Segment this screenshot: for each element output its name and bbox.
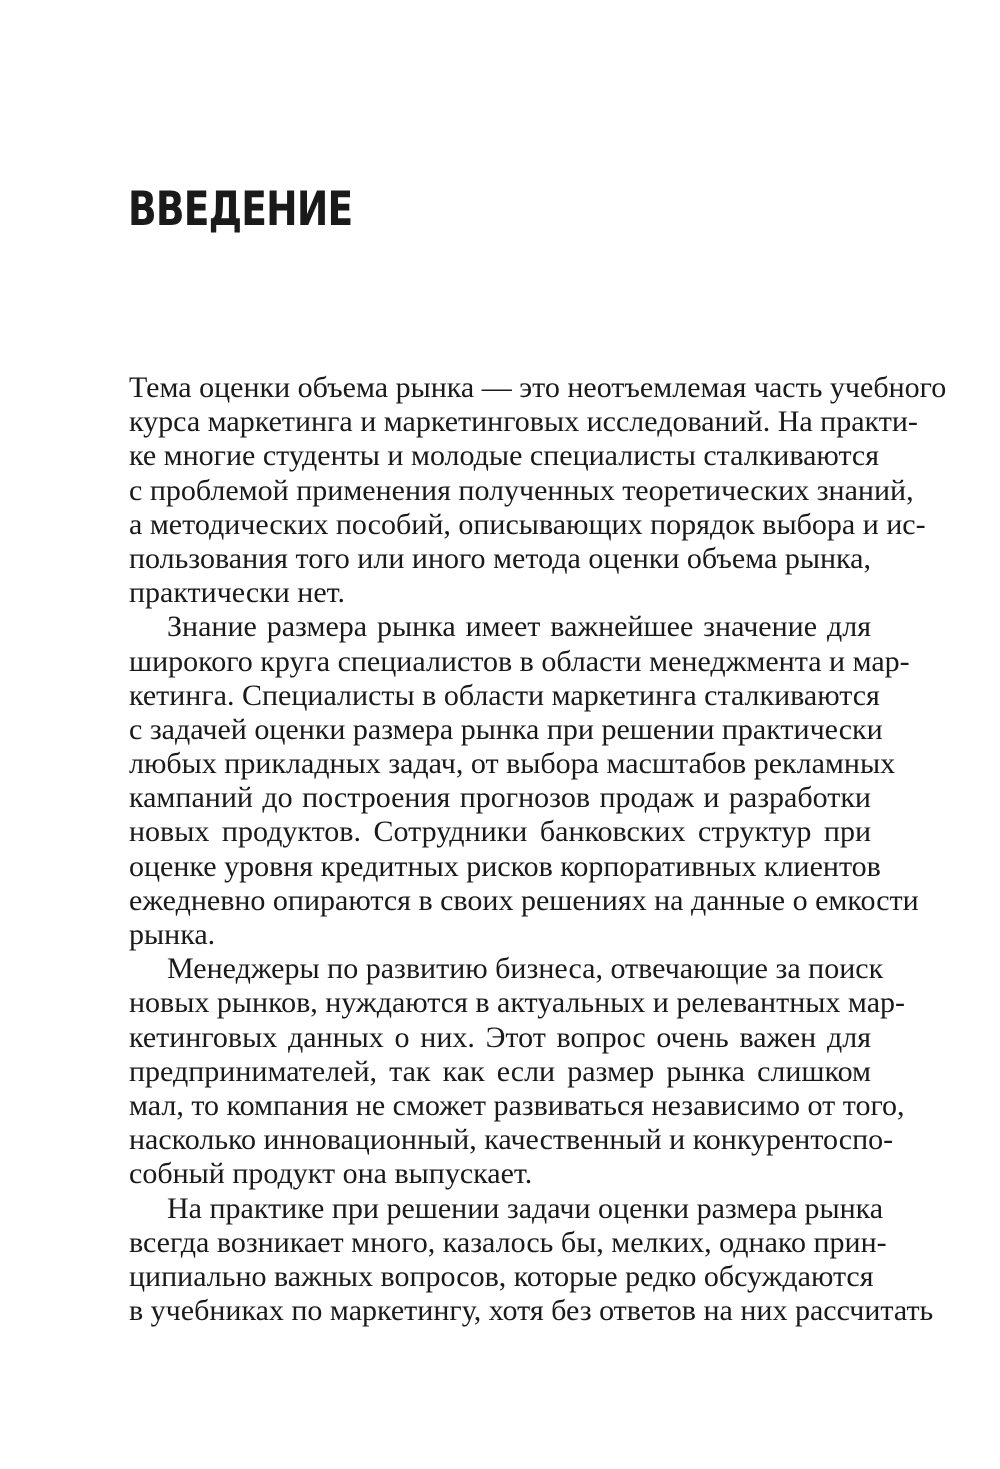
text-line: с задачей оценки размера рынка при решении практически [129, 712, 883, 746]
text-line: рынка. [129, 918, 216, 951]
paragraph [129, 610, 919, 952]
text-line: Знание размера рынка имеет важнейшее значение для [167, 610, 871, 644]
text-line: кетинговых данных о них. Этот вопрос очень важен для [129, 1020, 871, 1054]
text-line: кетинга. Специалисты в области маркетинга сталкиваются [129, 678, 880, 712]
chapter-title: ВВЕДЕНИЕ [128, 182, 353, 237]
text-line: На практике при решении задачи оценки размера рынка [167, 1191, 884, 1225]
text-line: оценке уровня кредитных рисков корпоративных клиентов [129, 849, 881, 883]
paragraph [129, 371, 947, 610]
text-line: насколько инновационный, качественный и конкурентоспо- [129, 1123, 894, 1157]
text-line: широкого круга специалистов в области менеджмента и мар- [129, 644, 910, 678]
text-line: практически нет. [129, 576, 346, 610]
text-line: кампаний до построения прогнозов продаж и разработки [129, 781, 871, 815]
text-line: Менеджеры по развитию бизнеса, отвечающие за поиск [167, 952, 884, 986]
text-line: Тема оценки объема рынка — это неотъемлемая часть учебного [129, 371, 947, 404]
text-line: любых прикладных задач, от выбора масштабов рекламных [129, 747, 896, 781]
text-line: новых рынков, нуждаются в актуальных и релевантных мар- [129, 986, 906, 1020]
text-line: а методических пособий, описывающих порядок выбора и ис- [129, 507, 926, 541]
text-line: мал, то компания не сможет развиваться независимо от того, [129, 1088, 905, 1122]
text-line: ке многие студенты и молодые специалисты сталкиваются [129, 439, 880, 473]
text-line: новых продуктов. Сотрудники банковских структур при [129, 815, 871, 849]
text-line: пользования того или иного метода оценки объема рынка, [129, 541, 871, 575]
text-line: собный продукт она выпускает. [129, 1157, 533, 1191]
text-line: всегда возникает много, казалось бы, мелких, однако прин- [129, 1225, 887, 1259]
text-line: ежедневно опираются в своих решениях на данные о емкости [129, 883, 919, 917]
text-line: ципиально важных вопросов, которые редко обсуждаются [129, 1259, 874, 1293]
text-line: в учебниках по маркетингу, хотя без ответов на них рассчитать [129, 1294, 934, 1328]
text-line: курса маркетинга и маркетинговых исследований. На практи- [129, 405, 918, 439]
text-line: с проблемой применения полученных теоретических знаний, [129, 473, 914, 507]
body-text [129, 371, 947, 1328]
paragraph [129, 952, 906, 1191]
paragraph [129, 1191, 934, 1329]
text-line: предпринимателей, так как если размер рынка слишком [129, 1054, 871, 1088]
